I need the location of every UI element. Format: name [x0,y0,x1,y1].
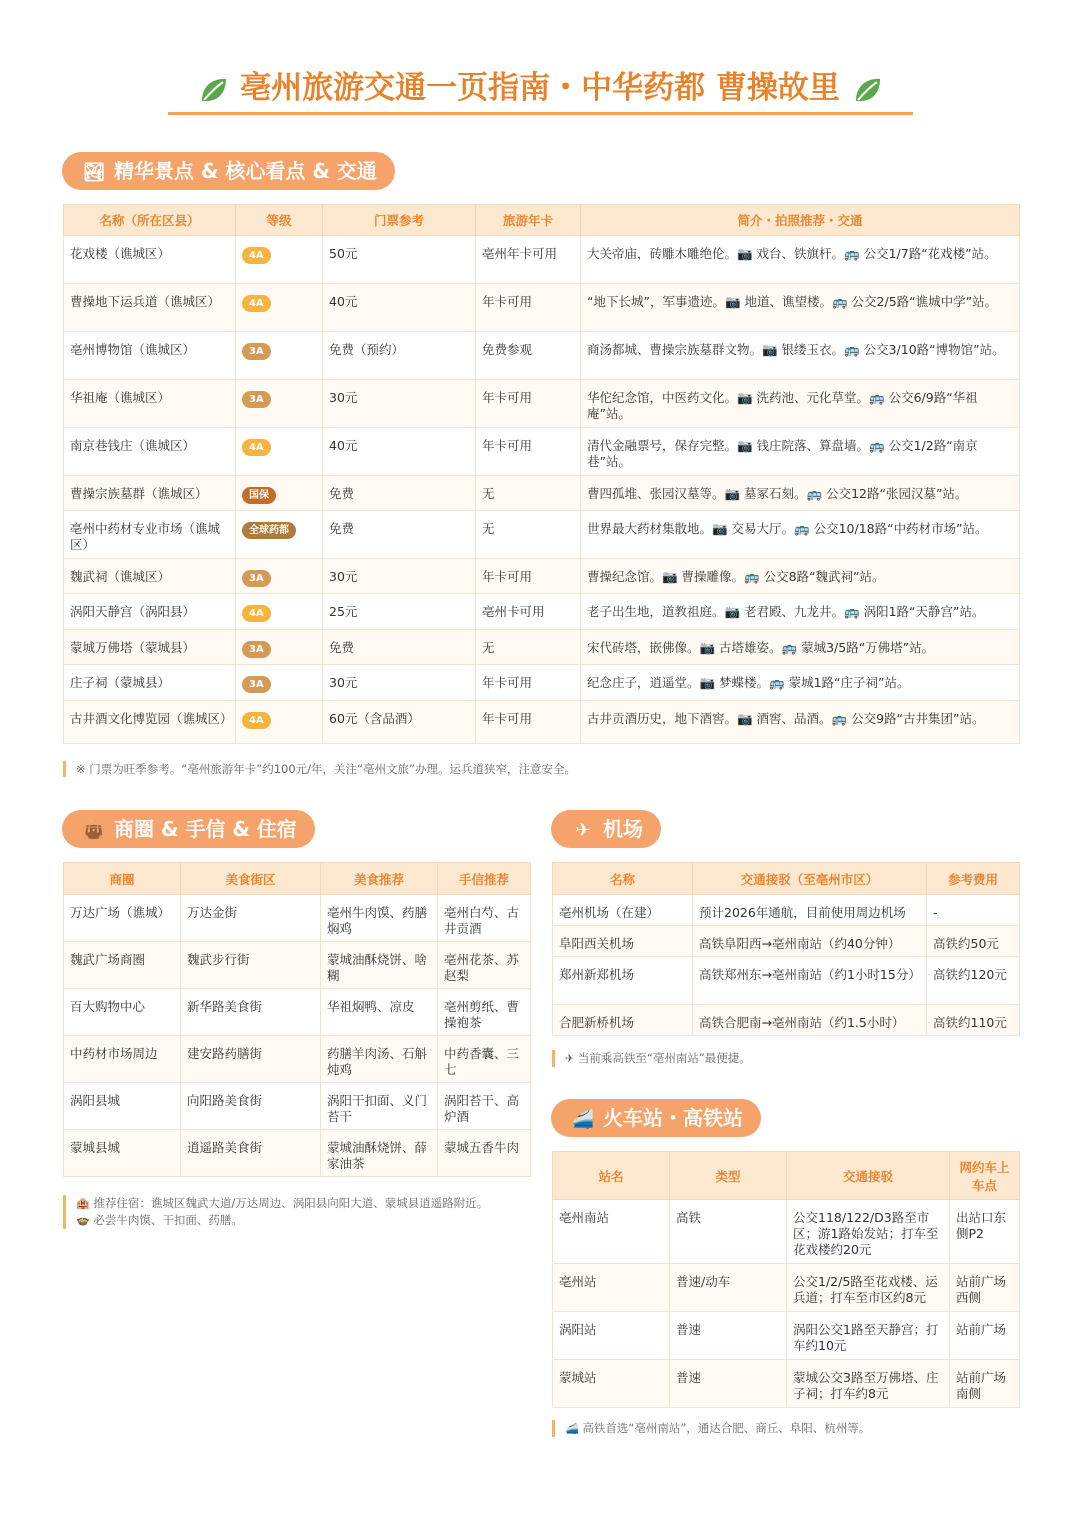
table-row [553,1264,1020,1312]
table-cell [236,594,323,630]
mountain-icon: 🏞 [82,162,106,183]
col-header: 交通接驳 [787,1152,950,1200]
table-cell: 合肥新桥机场 [553,1005,693,1036]
table-row [64,236,1020,284]
level-badge: 3A [242,676,271,693]
level-badge: 4A [242,295,271,312]
table-cell: 新华路美食街 [181,989,321,1036]
hotel-icon: 🏨 [76,1197,90,1210]
airport-note-text: 当前乘高铁至“亳州南站”最便捷。 [577,1051,751,1065]
table-cell [236,428,323,476]
table-cell: 曹操纪念馆。📷 曹操雕像。🚌 公交8路“魏武祠”站。 [581,559,1020,594]
page-title-text: 亳州旅游交通一页指南・中华药都 曹操故里 [240,70,840,106]
table-cell: 年卡可用 [476,701,581,744]
airplane-icon: ✈ [565,1052,575,1065]
airport-table [552,862,1020,1036]
table-row [64,895,531,942]
table-cell: 宋代砖塔，嵌佛像。📷 古塔雄姿。🚌 蒙城3/5路“万佛塔”站。 [581,630,1020,665]
table-cell: 华祖庵（谯城区） [64,380,236,428]
table-cell: 无 [476,511,581,559]
table-cell: 涡阳公交1路至天静宫；打车约10元 [787,1312,950,1360]
table-cell: 商汤都城、曹操宗族墓群文物。📷 银缕玉衣。🚌 公交3/10路“博物馆”站。 [581,332,1020,380]
table-cell: 无 [476,476,581,511]
table-cell: 蒙城油酥烧饼、啥糊 [321,942,438,989]
table-cell: 华祖焖鸭、凉皮 [321,989,438,1036]
leaf-icon [850,73,884,107]
table-row [64,476,1020,511]
table-cell: 古井酒文化博览园（谯城区） [64,701,236,744]
table-cell [236,332,323,380]
page-title [0,62,1080,107]
table-row [64,665,1020,701]
col-header: 网约车上车点 [950,1152,1020,1200]
table-cell: 万达金街 [181,895,321,942]
col-header: 手信推荐 [438,863,531,895]
table-cell: 年卡可用 [476,284,581,332]
table-cell: 清代金融票号，保存完整。📷 钱庄院落、算盘墙。🚌 公交1/2路“南京巷”站。 [581,428,1020,476]
level-badge: 4A [242,439,271,456]
table-cell: 亳州南站 [553,1200,670,1264]
table-row [64,594,1020,630]
table-cell: 中药香囊、三七 [438,1036,531,1083]
table-cell: 预计2026年通航，目前使用周边机场 [693,895,927,926]
level-badge: 3A [242,391,271,408]
table-cell: 曹四孤堆、张园汉墓等。📷 墓冢石刻。🚌 公交12路“张园汉墓”站。 [581,476,1020,511]
table-cell: 60元（含品酒） [323,701,476,744]
col-header: 名称（所在区县） [64,205,236,236]
col-header: 简介・拍照推荐・交通 [581,205,1020,236]
table-cell: 涡阳苔干、高炉酒 [438,1083,531,1130]
table-cell [236,701,323,744]
section-title: 精华景点 & 核心看点 & 交通 [114,159,377,183]
table-cell: 蒙城五香牛肉 [438,1130,531,1177]
table-row [553,1005,1020,1036]
col-header: 门票参考 [323,205,476,236]
table-cell: 亳州博物馆（谯城区） [64,332,236,380]
table-cell: 公交118/122/D3路至市区；游1路始发站；打车至花戏楼约20元 [787,1200,950,1264]
table-cell: 中药材市场周边 [64,1036,181,1083]
table-cell: 百大购物中心 [64,989,181,1036]
table-row [553,1312,1020,1360]
train-icon: 🚄 [571,1109,595,1130]
table-row [553,1200,1020,1264]
section-header-airport [551,810,661,848]
table-cell: 亳州剪纸、曹操袍茶 [438,989,531,1036]
table-cell: 古井贡酒历史，地下酒窖。📷 酒窖、品酒。🚌 公交9路“古井集团”站。 [581,701,1020,744]
title-underline [168,112,913,115]
table-cell: 逍遥路美食街 [181,1130,321,1177]
table-cell: 普速/动车 [670,1264,787,1312]
table-cell: 高铁约120元 [927,957,1020,1005]
table-cell [236,630,323,665]
table-cell: 高铁 [670,1200,787,1264]
table-row [64,511,1020,559]
table-cell: 免费（预约） [323,332,476,380]
table-cell: 站前广场南侧 [950,1360,1020,1408]
col-header: 站名 [553,1152,670,1200]
level-badge: 4A [242,605,271,622]
table-cell: 普速 [670,1312,787,1360]
table-cell: “地下长城”，军事遗迹。📷 地道、谯望楼。🚌 公交2/5路“谯城中学”站。 [581,284,1020,332]
train-icon: 🚄 [565,1422,579,1435]
table-cell: 亳州年卡可用 [476,236,581,284]
table-cell: 老子出生地，道教祖庭。📷 老君殿、九龙井。🚌 涡阳1路“天静宫”站。 [581,594,1020,630]
table-row [64,942,531,989]
table-cell: 蒙城万佛塔（蒙城县） [64,630,236,665]
table-cell: 40元 [323,428,476,476]
table-cell: 庄子祠（蒙城县） [64,665,236,701]
table-cell: 万达广场（谯城） [64,895,181,942]
table-cell: 世界最大药材集散地。📷 交易大厅。🚌 公交10/18路“中药材市场”站。 [581,511,1020,559]
table-cell: 公交1/2/5路至花戏楼、运兵道；打车至市区约8元 [787,1264,950,1312]
col-header: 美食推荐 [321,863,438,895]
table-cell: 南京巷钱庄（谯城区） [64,428,236,476]
table-cell: 出站口东侧P2 [950,1200,1020,1264]
section-header-spots [62,152,395,190]
table-cell: 普速 [670,1360,787,1408]
section-header-train [551,1099,761,1137]
table-row [64,989,531,1036]
table-cell: 免费 [323,511,476,559]
table-cell: 高铁郑州东→亳州南站（约1小时15分） [693,957,927,1005]
leaf-icon [196,73,230,107]
col-header: 旅游年卡 [476,205,581,236]
table-cell: 25元 [323,594,476,630]
table-cell: 魏武步行街 [181,942,321,989]
train-table [552,1151,1020,1408]
table-row [64,428,1020,476]
level-badge: 全球药都 [242,522,296,539]
shopping-bag-icon: 👜 [82,820,106,841]
table-cell: 50元 [323,236,476,284]
table-cell: 亳州站 [553,1264,670,1312]
table-row [64,380,1020,428]
table-cell [236,511,323,559]
table-cell: 花戏楼（谯城区） [64,236,236,284]
table-cell: 蒙城站 [553,1360,670,1408]
table-row [553,895,1020,926]
col-header: 美食街区 [181,863,321,895]
table-cell: 华佗纪念馆，中医药文化。📷 洗药池、元化草堂。🚌 公交6/9路“华祖庵”站。 [581,380,1020,428]
table-row [64,701,1020,744]
table-cell: 蒙城油酥烧饼、薛家油茶 [321,1130,438,1177]
table-cell: 蒙城县城 [64,1130,181,1177]
table-cell: 涡阳县城 [64,1083,181,1130]
airport-note [552,1050,1025,1067]
table-cell: 亳州中药材专业市场（谯城区） [64,511,236,559]
level-badge: 国保 [242,487,276,504]
table-cell [236,559,323,594]
table-cell: 免费 [323,630,476,665]
table-cell: - [927,895,1020,926]
table-cell: 向阳路美食街 [181,1083,321,1130]
section-header-shopping [62,810,315,848]
table-cell: 魏武广场商圈 [64,942,181,989]
col-header: 类型 [670,1152,787,1200]
shopping-note-line: 推荐住宿：谯城区魏武大道/万达周边、涡阳县向阳大道、蒙城县逍遥路附近。 [93,1196,489,1210]
table-cell: 高铁约110元 [927,1005,1020,1036]
table-cell: 无 [476,630,581,665]
table-cell: 蒙城公交3路至万佛塔、庄子祠；打车约8元 [787,1360,950,1408]
table-cell: 药膳羊肉汤、石斛炖鸡 [321,1036,438,1083]
shopping-table [63,862,531,1177]
level-badge: 3A [242,343,271,360]
table-cell: 亳州白芍、古井贡酒 [438,895,531,942]
table-row [64,1130,531,1177]
level-badge: 3A [242,570,271,587]
table-cell: 纪念庄子，逍遥堂。📷 梦蝶楼。🚌 蒙城1路“庄子祠”站。 [581,665,1020,701]
table-row [64,284,1020,332]
col-header: 等级 [236,205,323,236]
table-cell: 免费 [323,476,476,511]
table-cell: 高铁阜阳西→亳州南站（约40分钟） [693,926,927,957]
table-cell: 亳州牛肉馍、药膳焖鸡 [321,895,438,942]
col-header: 商圈 [64,863,181,895]
table-cell: 魏武祠（谯城区） [64,559,236,594]
section-title: 火车站・高铁站 [603,1106,743,1130]
table-cell: 阜阳西关机场 [553,926,693,957]
col-header: 名称 [553,863,693,895]
table-cell: 郑州新郑机场 [553,957,693,1005]
table-cell: 高铁约50元 [927,926,1020,957]
table-row [553,957,1020,1005]
section-title: 机场 [603,817,643,841]
table-cell: 大关帝庙，砖雕木雕绝伦。📷 戏台、铁旗杆。🚌 公交1/7路“花戏楼”站。 [581,236,1020,284]
shopping-note-line: 必尝牛肉馍、干扣面、药膳。 [93,1213,243,1227]
table-cell: 40元 [323,284,476,332]
table-row [553,926,1020,957]
level-badge: 4A [242,712,271,729]
table-cell [236,284,323,332]
table-cell: 曹操宗族墓群（谯城区） [64,476,236,511]
table-row [64,1036,531,1083]
table-cell: 年卡可用 [476,665,581,701]
table-cell: 年卡可用 [476,428,581,476]
level-badge: 3A [242,641,271,658]
spots-note: ※ 门票为旺季参考。“亳州旅游年卡”约100元/年，关注“亳州文旅”办理。运兵道狭窄，注意安全。 [63,761,1016,777]
airplane-icon: ✈ [575,820,591,841]
section-title: 商圈 & 手信 & 住宿 [114,817,297,841]
table-row [64,559,1020,594]
table-cell: 亳州机场（在建） [553,895,693,926]
table-row [64,332,1020,380]
table-cell: 30元 [323,380,476,428]
food-icon: 🍲 [76,1214,90,1227]
table-cell: 亳州花茶、苏赵梨 [438,942,531,989]
table-cell: 亳州卡可用 [476,594,581,630]
col-header: 交通接驳（至亳州市区） [693,863,927,895]
table-cell: 30元 [323,559,476,594]
train-note [552,1420,1025,1437]
table-cell [236,476,323,511]
table-cell: 站前广场西侧 [950,1264,1020,1312]
table-cell: 免费参观 [476,332,581,380]
table-cell [236,380,323,428]
table-cell: 年卡可用 [476,559,581,594]
col-header: 参考费用 [927,863,1020,895]
table-row [553,1360,1020,1408]
table-cell: 涡阳干扣面、义门苔干 [321,1083,438,1130]
table-row [64,630,1020,665]
table-cell: 年卡可用 [476,380,581,428]
table-cell: 高铁合肥南→亳州南站（约1.5小时） [693,1005,927,1036]
table-cell: 站前广场 [950,1312,1020,1360]
table-cell: 涡阳天静宫（涡阳县） [64,594,236,630]
table-cell: 建安路药膳街 [181,1036,321,1083]
table-cell: 30元 [323,665,476,701]
level-badge: 4A [242,247,271,264]
table-cell [236,236,323,284]
spots-table [63,204,1020,744]
table-cell: 曹操地下运兵道（谯城区） [64,284,236,332]
shopping-note [63,1195,536,1229]
train-note-text: 高铁首选“亳州南站”，通达合肥、商丘、阜阳、杭州等。 [582,1421,871,1435]
table-cell [236,665,323,701]
table-row [64,1083,531,1130]
table-cell: 涡阳站 [553,1312,670,1360]
